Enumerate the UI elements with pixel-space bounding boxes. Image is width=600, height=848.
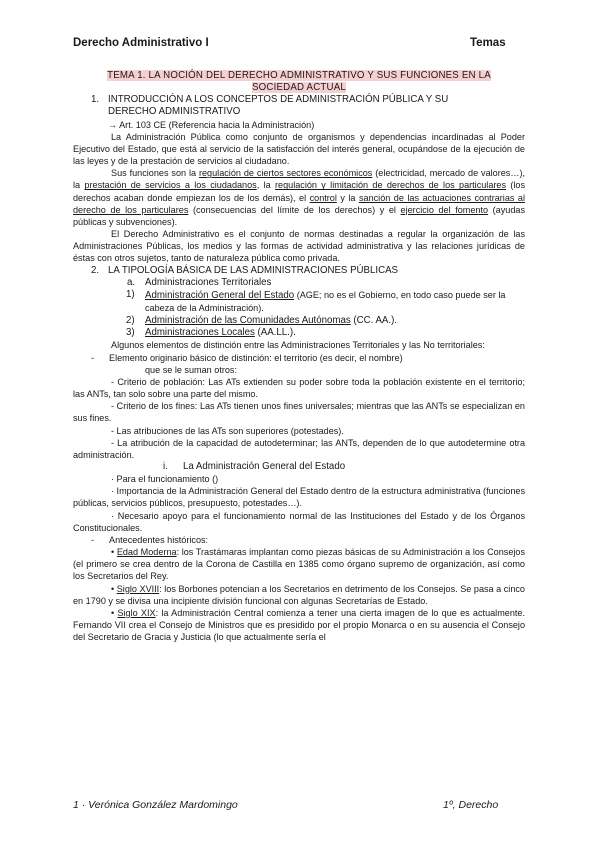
bullet-importancia: · Importancia de la Administración General del Estado dentro de la estructura administrativa (funciones públicas, servicios públicos, presupuesto, potestades…). <box>73 486 525 509</box>
list-item-number: 3) <box>126 327 135 339</box>
list-item-number: 2) <box>126 315 135 327</box>
underlined-term: ejercicio del fomento <box>400 204 489 215</box>
paragraph-funciones <box>73 167 525 228</box>
section-1-title-line-2: DERECHO ADMINISTRATIVO <box>108 106 241 118</box>
dash-item <box>73 534 525 546</box>
bullet-glyph: • <box>111 607 118 618</box>
underlined-term: prestación de servicios a los ciudadanos <box>84 180 257 191</box>
list-item-number: 1) <box>126 288 135 300</box>
bullet-funcionamiento: · Para el funcionamiento () <box>111 474 219 485</box>
section-2-number: 2. <box>91 264 100 276</box>
subsection-a-title: Administraciones Territoriales <box>145 276 272 288</box>
list-item <box>73 289 525 315</box>
underlined-term: Siglo XVIII <box>116 583 160 594</box>
paragraph-admin-publica: La Administración Pública como conjunto de organismos y dependencias incardinadas al Poder Ejecutivo del Estado, que está al servicio de la satisfacción del interés general, ocupándose de la ejecución de las leyes y de la prestación de servicios al ciudadano. <box>73 131 525 167</box>
history-siglo-xix <box>73 607 525 643</box>
dash-item-line-1: Elemento originario básico de distinción: el territorio (es decir, el nombre) <box>109 352 403 363</box>
article-reference: → Art. 103 CE (Referencia hacia la Administración) <box>108 119 315 130</box>
criterion-poblacion: - Criterio de población: Las ATs extienden su poder sobre toda la población existente en el territorio; las ANTs, tan solo sobre una parte del mismo. <box>73 376 525 400</box>
text-run: (AGE; no es el Gobierno, en todo caso puede ser la cabeza de la Administración). <box>145 289 506 313</box>
section-1-heading <box>73 94 525 118</box>
criterion-autodeterminar: - La atribución de la capacidad de autodeterminar; las ANTs, dependen de lo que autodetermine otra administración. <box>73 437 525 460</box>
underlined-term: control <box>309 192 337 203</box>
text-run: y la <box>336 192 359 203</box>
criterion-fines: - Criterio de los fines: Las ATs tienen unos fines universales; mientras que las ANTs se especializan en sus fines. <box>73 401 525 424</box>
list-item <box>73 327 525 339</box>
bullet-glyph: • <box>111 547 117 558</box>
text-run: (los derechos acaban donde empiezan los de los demás), el <box>73 180 525 203</box>
paragraph-distincion: Algunos elementos de distinción entre las Administraciones Territoriales y las No territoriales: <box>111 340 485 351</box>
text-run: (electricidad, mercado de valores…), la <box>73 168 525 191</box>
text-run: (ayudas públicas y subvenciones). <box>73 204 526 227</box>
underlined-term: Edad Moderna <box>116 547 177 558</box>
section-2-title: LA TIPOLOGÍA BÁSICA DE LAS ADMINISTRACIONES PÚBLICAS <box>108 264 399 276</box>
underlined-term: regulación y limitación de derechos de los particulares <box>275 180 507 191</box>
section-2-heading <box>73 265 525 277</box>
underlined-term: Administración de las Comunidades Autónomas <box>145 315 351 327</box>
list-item-text <box>145 315 525 327</box>
dash-item-text: Antecedentes históricos: <box>109 534 209 545</box>
dash-bullet: - <box>91 352 95 363</box>
list-item <box>73 315 525 327</box>
text-run: , la <box>256 180 276 191</box>
text-run: : los Borbones potencian a los Secretarios en detrimento de los Consejos. Se pasa a cinco en 1790 y se divisa una incipiente división funcional con algunas Secretarías de Estado. <box>73 583 525 606</box>
page-header-right: Temas <box>470 37 506 49</box>
page-header-left: Derecho Administrativo I <box>73 37 209 49</box>
title-line-1: TEMA 1. LA NOCIÓN DEL DERECHO ADMINISTRATIVO Y SUS FUNCIONES EN LA <box>107 70 491 81</box>
subsection-a-number: a. <box>127 276 136 288</box>
bullet-glyph: • <box>111 583 117 594</box>
title-line-2: SOCIEDAD ACTUAL <box>252 82 346 94</box>
list-item-text <box>145 289 525 315</box>
history-siglo-xviii <box>73 583 525 607</box>
section-1-title-line-1: INTRODUCCIÓN A LOS CONCEPTOS DE ADMINISTRACIÓN PÚBLICA Y SU <box>108 94 449 106</box>
page-footer-left: 1 · Verónica González Mardomingo <box>73 799 238 811</box>
underlined-term: Administraciones Locales <box>145 327 255 339</box>
underlined-term: Siglo XIX <box>117 607 156 618</box>
dash-item-line-2: que se le suman otros: <box>145 364 237 375</box>
dash-item <box>73 352 525 376</box>
dash-item-text <box>109 352 403 376</box>
text-run: (CC. AA.). <box>350 315 397 327</box>
text-run: Sus funciones son la <box>111 168 199 179</box>
text-run: : la Administración Central comienza a tener una cierta imagen de lo que es actualmente. Fernando VII crea el Consejo de Ministros que es presidido por el propio Monarca o en su ausencia el Consejo del Secretario de Gracia y Justicia (lo que actualmente sería el <box>73 607 526 643</box>
bullet-apoyo: · Necesario apoyo para el funcionamiento normal de las Instituciones del Estado y de los Órganos Constitucionales. <box>73 510 525 533</box>
text-run: (consecuencias del límite de los derechos) y el <box>188 204 401 215</box>
subsection-i-title: La Administración General del Estado <box>183 461 346 472</box>
chapter-title <box>73 70 525 94</box>
page-footer-right: 1º, Derecho <box>443 799 499 811</box>
underlined-term: regulación de ciertos sectores económicos <box>198 168 373 179</box>
subsection-i-number: i. <box>163 461 168 472</box>
subsection-a <box>73 277 525 289</box>
document-body <box>73 70 525 643</box>
paragraph-derecho-administrativo: El Derecho Administrativo es el conjunto de normas destinadas a regular la organización de las Administraciones Públicas, los medios y las formas de actividad administrativa y las relaciones jurídicas de éstas con otros sujetos, tanto de naturaleza pública como privada. <box>73 229 525 264</box>
criterion-atribuciones: - Las atribuciones de las ATs son superiores (potestades). <box>111 425 344 436</box>
underlined-term: sanción de las actuaciones contrarias al derecho de los particulares <box>73 192 525 215</box>
section-1-title <box>108 94 448 118</box>
history-edad-moderna <box>73 546 525 582</box>
underlined-term: Administración General del Estado <box>145 289 295 301</box>
dash-bullet: - <box>91 534 95 545</box>
section-1-number: 1. <box>91 94 100 106</box>
list-item-text <box>145 327 525 339</box>
subsection-i <box>73 461 525 473</box>
text-run: : los Trastámaras implantan como piezas básicas de su Administración a los Consejos (el primero se crea dentro de la Corona de Castilla en 1385 como órgano supremo de organización, así como los Secretarios del Rey. <box>73 547 525 582</box>
text-run: (AA.LL.). <box>254 327 296 339</box>
